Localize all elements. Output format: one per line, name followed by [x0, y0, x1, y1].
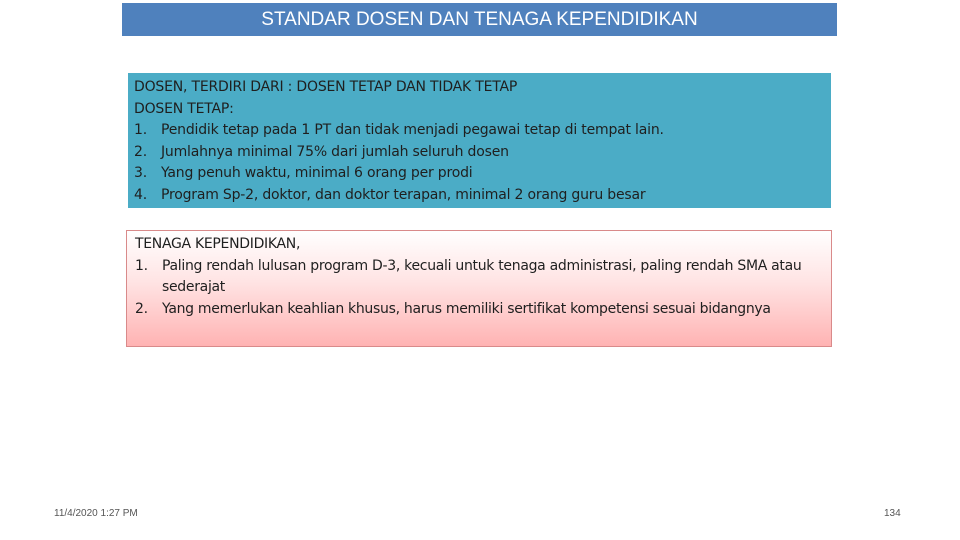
tenaga-list — [135, 256, 823, 321]
dosen-list-item — [134, 185, 825, 207]
dosen-heading: DOSEN, TERDIRI DARI : DOSEN TETAP DAN TIDAK TETAP — [134, 79, 518, 95]
list-text: Pendidik tetap pada 1 PT dan tidak menjadi pegawai tetap di tempat lain. — [161, 122, 664, 138]
list-number: 1. — [134, 122, 147, 138]
footer-date: 11/4/2020 1:27 PM — [54, 508, 138, 519]
list-number: 2. — [135, 300, 148, 317]
dosen-subheading: DOSEN TETAP: — [134, 100, 234, 117]
list-number: 1. — [135, 257, 148, 274]
tenaga-list-item — [135, 256, 823, 299]
dosen-list-item — [134, 163, 825, 185]
dosen-box — [128, 73, 831, 208]
slide-title: STANDAR DOSEN DAN TENAGA KEPENDIDIKAN — [122, 3, 837, 36]
tenaga-box — [126, 230, 832, 347]
list-number: 2. — [134, 143, 147, 160]
dosen-list-item — [134, 142, 825, 164]
list-number: 4. — [134, 186, 147, 203]
list-text: Jumlahnya minimal 75% dari jumlah seluruh dosen — [161, 143, 509, 160]
dosen-list-item — [134, 120, 825, 142]
list-text: Program Sp-2, doktor, dan doktor terapan, minimal 2 orang guru besar — [161, 186, 646, 203]
list-number: 3. — [134, 165, 147, 181]
tenaga-list-item — [135, 299, 823, 321]
tenaga-heading: TENAGA KEPENDIDIKAN, — [135, 236, 301, 252]
list-text: Paling rendah lulusan program D-3, kecuali untuk tenaga administrasi, paling rendah SMA atau sederajat — [162, 257, 802, 295]
page-number: 134 — [884, 508, 901, 519]
list-text: Yang memerlukan keahlian khusus, harus memiliki sertifikat kompetensi sesuai bidangnya — [162, 300, 771, 317]
list-text: Yang penuh waktu, minimal 6 orang per prodi — [161, 165, 473, 181]
dosen-list — [134, 120, 825, 206]
